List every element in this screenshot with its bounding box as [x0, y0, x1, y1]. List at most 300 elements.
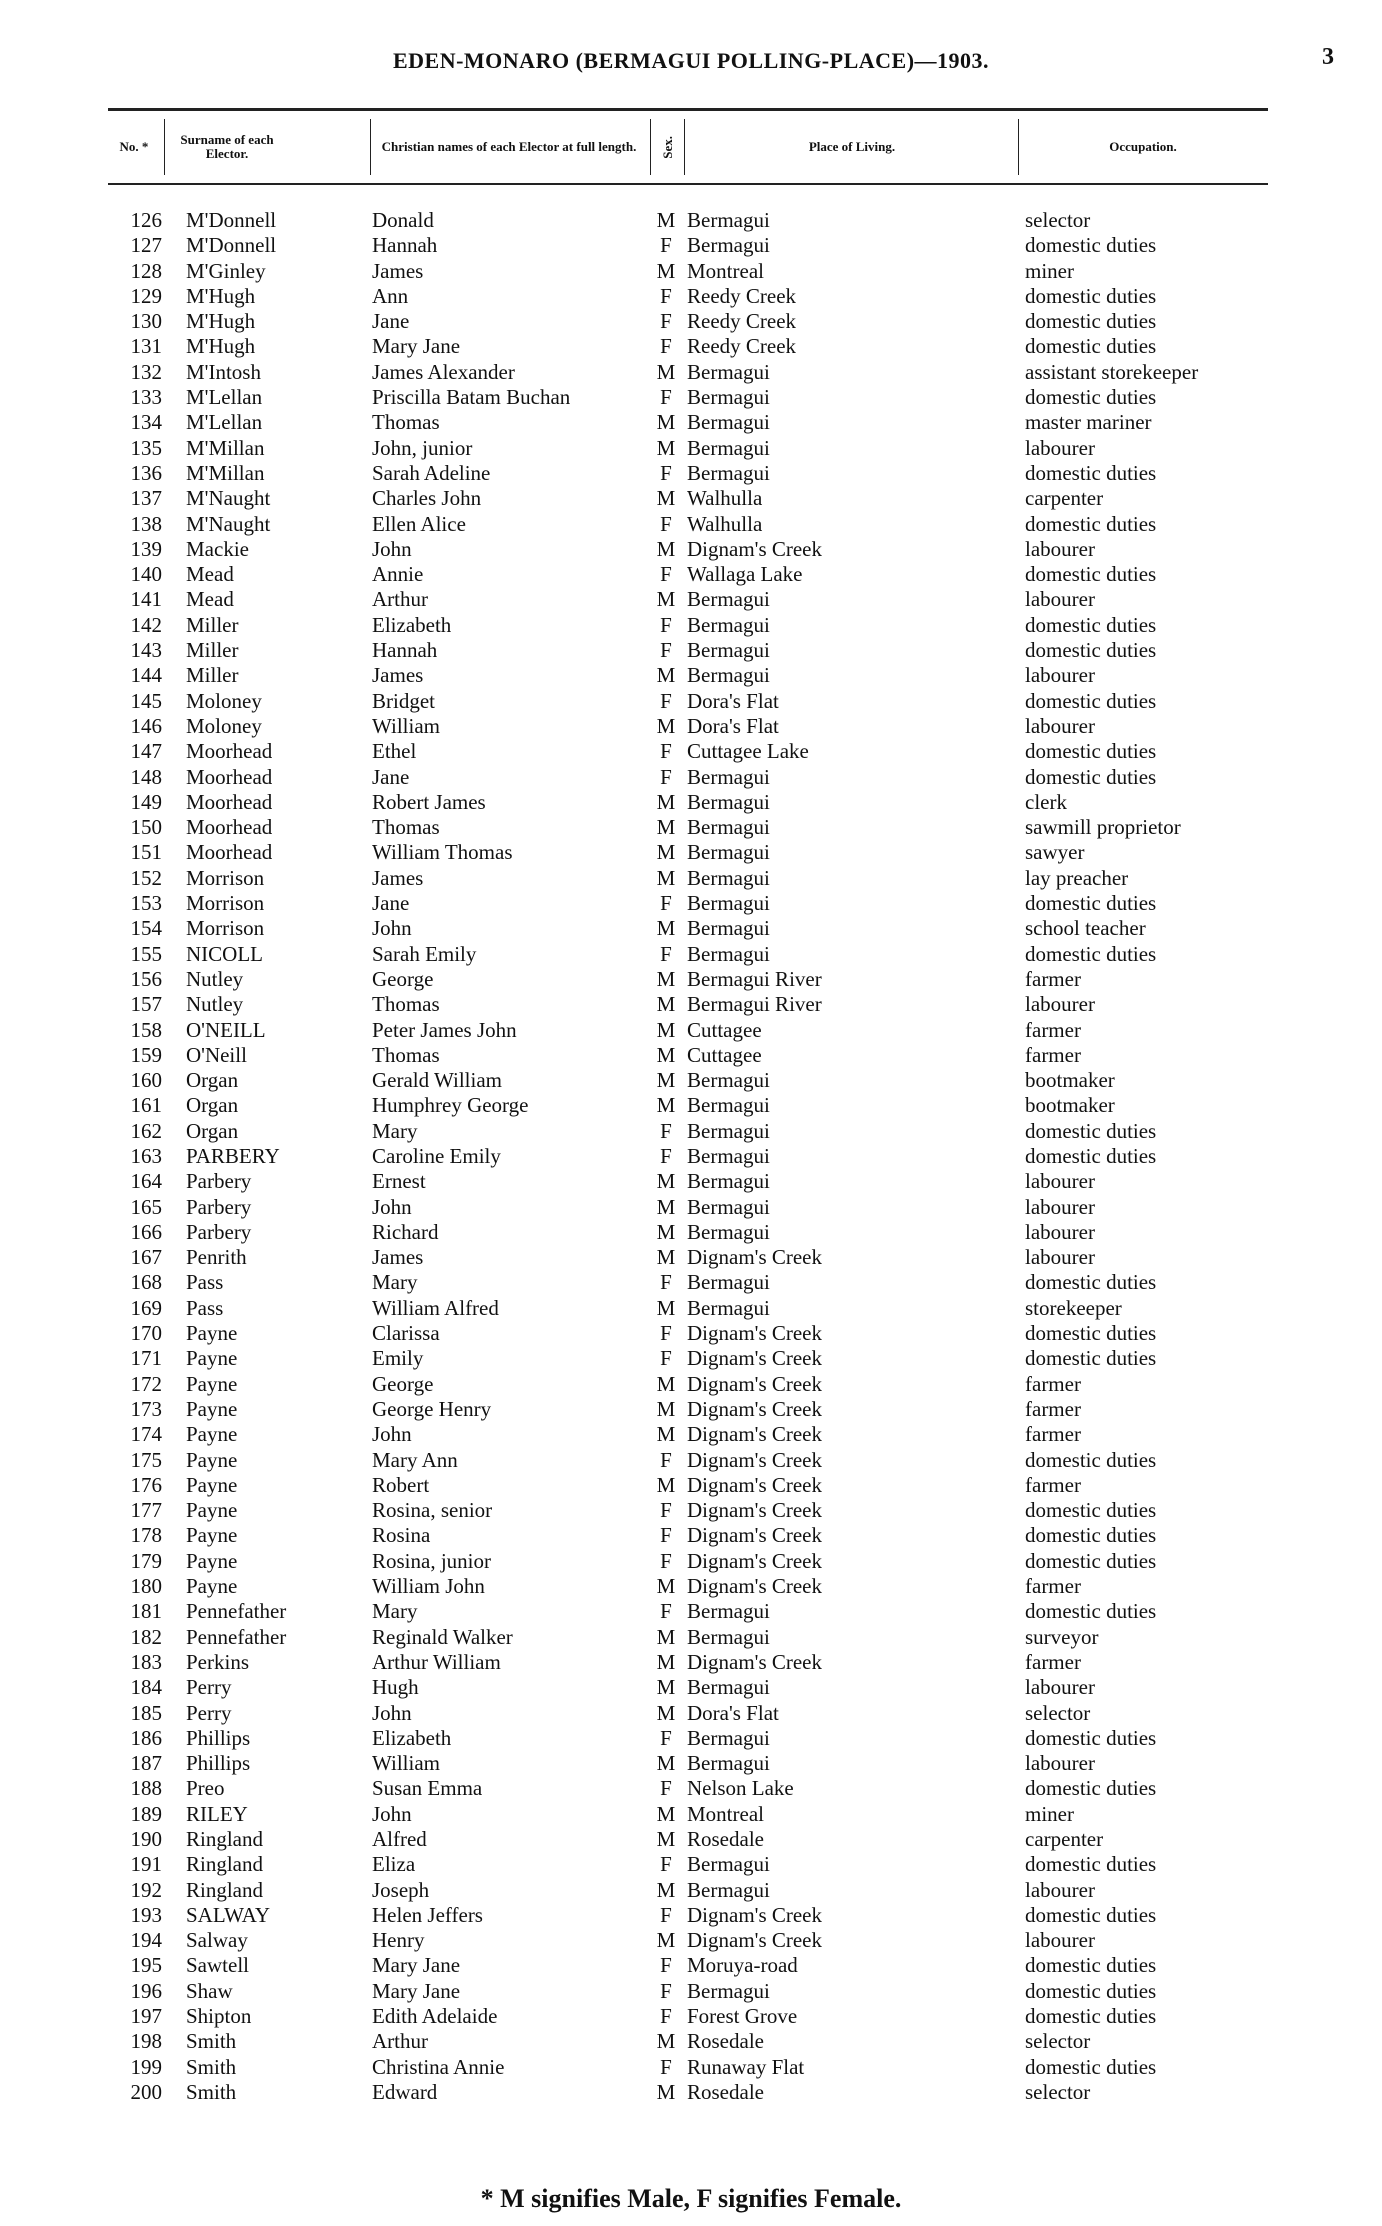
place-cell: Bermagui [687, 410, 770, 435]
occupation-cell: selector [1025, 208, 1091, 232]
place-cell: Dignam's Creek [687, 1523, 823, 1548]
occupation-cell: domestic duties [1025, 764, 1157, 789]
row-number: 153 [130, 891, 162, 916]
sex-cell: M [656, 486, 676, 511]
sex-cell: M [656, 815, 676, 840]
table-row [0, 2055, 1382, 2080]
place-cell: Reedy Creek [687, 334, 797, 359]
sex-cell: M [656, 2079, 676, 2104]
place-cell: Bermagui [687, 1118, 770, 1143]
row-number: 191 [130, 1852, 162, 1877]
table-row [0, 1903, 1382, 1928]
header-surname: Surname of each Elector. [180, 132, 274, 161]
occupation-cell: domestic duties [1025, 283, 1157, 308]
place-cell: Cuttagee [687, 1017, 762, 1042]
row-number: 144 [130, 663, 162, 688]
sex-cell: F [660, 283, 672, 308]
sex-cell: F [660, 511, 672, 536]
table-row [0, 1498, 1382, 1523]
christian-names-cell: Clarissa [372, 1321, 440, 1346]
row-number: 135 [130, 435, 162, 460]
christian-names-cell: Sarah Adeline [372, 460, 491, 485]
row-number: 137 [130, 486, 162, 511]
row-number: 169 [130, 1295, 162, 1320]
occupation-cell: domestic duties [1025, 1523, 1157, 1548]
occupation-cell: domestic duties [1025, 511, 1157, 536]
row-number: 172 [130, 1371, 162, 1396]
occupation-cell: labourer [1025, 1245, 1095, 1270]
sex-cell: M [656, 435, 676, 460]
row-number: 157 [130, 992, 162, 1017]
sex-cell: F [660, 1953, 672, 1978]
row-number: 164 [130, 1169, 162, 1194]
table-row [0, 1296, 1382, 1321]
row-number: 190 [130, 1827, 162, 1851]
christian-names-cell: Arthur [372, 587, 428, 612]
sex-cell: F [660, 739, 672, 764]
surname-cell: M'Millan [186, 435, 265, 460]
surname-cell: Moorhead [186, 739, 273, 764]
sex-cell: F [660, 1902, 672, 1927]
row-number: 162 [130, 1118, 162, 1143]
sex-cell: M [656, 1042, 676, 1067]
christian-names-cell: William [372, 1751, 440, 1776]
row-number: 129 [130, 283, 162, 308]
christian-names-cell: Mary Ann [372, 1447, 458, 1472]
row-number: 155 [130, 941, 162, 966]
occupation-cell: labourer [1025, 992, 1095, 1017]
occupation-cell: selector [1025, 2029, 1091, 2054]
occupation-cell: domestic duties [1025, 2004, 1157, 2029]
occupation-cell: domestic duties [1025, 638, 1157, 663]
christian-names-cell: Bridget [372, 688, 435, 713]
sex-cell: F [660, 1523, 672, 1548]
table-row [0, 259, 1382, 284]
surname-cell: Mead [186, 587, 234, 612]
place-cell: Bermagui [687, 941, 770, 966]
table-row [0, 1068, 1382, 1093]
row-number: 185 [130, 1700, 162, 1725]
place-cell: Bermagui [687, 1725, 770, 1750]
table-row [0, 284, 1382, 309]
surname-cell: Payne [186, 1574, 238, 1599]
place-cell: Bermagui [687, 1599, 770, 1624]
table-row [0, 436, 1382, 461]
table-row [0, 385, 1382, 410]
header-place: Place of Living. [808, 139, 896, 154]
sex-cell: M [656, 1396, 676, 1421]
table-row [0, 1397, 1382, 1422]
place-cell: Bermagui [687, 865, 770, 890]
row-number: 197 [130, 2004, 162, 2029]
table-row [0, 1195, 1382, 1220]
christian-names-cell: John [372, 1422, 412, 1447]
occupation-cell: domestic duties [1025, 1143, 1157, 1168]
row-number: 136 [130, 460, 162, 485]
place-cell: Bermagui [687, 1093, 770, 1118]
table-row [0, 1878, 1382, 1903]
row-number: 188 [130, 1776, 162, 1801]
occupation-cell: labourer [1025, 1194, 1095, 1219]
place-cell: Wallaga Lake [687, 562, 803, 587]
christian-names-cell: George Henry [372, 1396, 492, 1421]
row-number: 167 [130, 1245, 162, 1270]
row-number: 130 [130, 309, 162, 334]
table-row [0, 1675, 1382, 1700]
row-number: 150 [130, 815, 162, 840]
surname-cell: Morrison [186, 916, 265, 941]
occupation-cell: domestic duties [1025, 1447, 1157, 1472]
row-number: 177 [130, 1498, 162, 1523]
occupation-cell: labourer [1025, 713, 1095, 738]
table-row [0, 587, 1382, 612]
place-cell: Dignam's Creek [687, 1902, 823, 1927]
table-row [0, 1043, 1382, 1068]
sex-cell: M [656, 410, 676, 435]
surname-cell: Moorhead [186, 815, 273, 840]
table-row [0, 967, 1382, 992]
occupation-cell: domestic duties [1025, 1902, 1157, 1927]
place-cell: Walhulla [687, 511, 763, 536]
table-row [0, 309, 1382, 334]
christian-names-cell: Christina Annie [372, 2054, 505, 2079]
row-number: 160 [130, 1068, 162, 1093]
place-cell: Dignam's Creek [687, 1928, 823, 1953]
occupation-cell: domestic duties [1025, 562, 1157, 587]
place-cell: Dignam's Creek [687, 1346, 823, 1371]
christian-names-cell: Mary [372, 1118, 418, 1143]
table-row [0, 1448, 1382, 1473]
christian-names-cell: John [372, 536, 412, 561]
sex-cell: F [660, 1447, 672, 1472]
row-number: 196 [130, 1978, 162, 2003]
sex-cell: F [660, 1118, 672, 1143]
place-cell: Reedy Creek [687, 283, 797, 308]
page-number: 3 [1322, 44, 1334, 70]
sex-cell: F [660, 334, 672, 359]
sex-cell: F [660, 941, 672, 966]
occupation-cell: farmer [1025, 1017, 1081, 1042]
occupation-cell: labourer [1025, 1219, 1095, 1244]
table-row [0, 790, 1382, 815]
occupation-cell: miner [1025, 258, 1074, 283]
surname-cell: Morrison [186, 891, 265, 916]
place-cell: Bermagui [687, 233, 770, 258]
place-cell: Dignam's Creek [687, 1245, 823, 1270]
place-cell: Bermagui [687, 638, 770, 663]
occupation-cell: domestic duties [1025, 334, 1157, 359]
christian-names-cell: Peter James John [372, 1017, 517, 1042]
header-no: No. * [119, 139, 149, 154]
surname-cell: O'Neill [186, 1042, 247, 1067]
row-number: 161 [130, 1093, 162, 1118]
place-cell: Dignam's Creek [687, 1498, 823, 1523]
place-cell: Bermagui [687, 359, 770, 384]
surname-cell: Morrison [186, 865, 265, 890]
row-number: 174 [130, 1422, 162, 1447]
table-row [0, 1599, 1382, 1624]
christian-names-cell: Jane [372, 309, 410, 334]
occupation-cell: lay preacher [1025, 865, 1129, 890]
place-cell: Dignam's Creek [687, 1422, 823, 1447]
surname-cell: Payne [186, 1472, 238, 1497]
place-cell: Bermagui River [687, 966, 822, 991]
table-row [0, 613, 1382, 638]
table-row [0, 461, 1382, 486]
row-number: 131 [130, 334, 162, 359]
table-row [0, 916, 1382, 941]
occupation-cell: domestic duties [1025, 1321, 1157, 1346]
table-row [0, 1802, 1382, 1827]
surname-cell: PARBERY [186, 1143, 280, 1168]
christian-names-cell: John, junior [372, 435, 473, 460]
row-number: 127 [130, 233, 162, 258]
christian-names-cell: Ernest [372, 1169, 426, 1194]
place-cell: Nelson Lake [687, 1776, 794, 1801]
surname-cell: M'Naught [186, 486, 271, 511]
surname-cell: Sawtell [186, 1953, 249, 1978]
place-cell: Dignam's Creek [687, 1574, 823, 1599]
sex-cell: F [660, 1346, 672, 1371]
table-row [0, 410, 1382, 435]
christian-names-cell: Robert [372, 1472, 430, 1497]
christian-names-cell: John [372, 1801, 412, 1826]
occupation-cell: domestic duties [1025, 233, 1157, 258]
christian-names-cell: Mary [372, 1270, 418, 1295]
row-number: 182 [130, 1624, 162, 1649]
row-number: 134 [130, 410, 162, 435]
sex-cell: F [660, 1321, 672, 1346]
sex-cell: M [656, 1245, 676, 1270]
surname-cell: M'Donnell [186, 233, 277, 258]
row-number: 166 [130, 1219, 162, 1244]
surname-cell: Phillips [186, 1725, 251, 1750]
row-number: 146 [130, 713, 162, 738]
header-sex-wrap [654, 111, 682, 183]
place-cell: Dignam's Creek [687, 536, 823, 561]
table-row [0, 942, 1382, 967]
place-cell: Bermagui [687, 1295, 770, 1320]
sex-cell: M [656, 2029, 676, 2054]
surname-cell: M'Lellan [186, 385, 263, 410]
place-cell: Cuttagee [687, 1042, 762, 1067]
sex-cell: M [656, 992, 676, 1017]
place-cell: Dora's Flat [687, 688, 779, 713]
surname-cell: Payne [186, 1447, 238, 1472]
row-number: 171 [130, 1346, 162, 1371]
occupation-cell: domestic duties [1025, 1725, 1157, 1750]
row-number: 179 [130, 1548, 162, 1573]
table-row [0, 1650, 1382, 1675]
row-number: 143 [130, 638, 162, 663]
surname-cell: Moorhead [186, 840, 273, 865]
christian-names-cell: John [372, 916, 412, 941]
christian-names-cell: Thomas [372, 992, 440, 1017]
christian-names-cell: Humphrey George [372, 1093, 529, 1118]
table-row [0, 1776, 1382, 1801]
place-cell: Runaway Flat [687, 2054, 805, 2079]
occupation-cell: domestic duties [1025, 2054, 1157, 2079]
sex-cell: F [660, 688, 672, 713]
occupation-cell: carpenter [1025, 1827, 1104, 1851]
place-cell: Dignam's Creek [687, 1649, 823, 1674]
surname-cell: Ringland [186, 1852, 263, 1877]
christian-names-cell: John [372, 1700, 412, 1725]
table-row [0, 1018, 1382, 1043]
christian-names-cell: James [372, 663, 424, 688]
row-number: 198 [130, 2029, 162, 2054]
occupation-cell: sawmill proprietor [1025, 815, 1181, 840]
christian-names-cell: James [372, 865, 424, 890]
occupation-cell: bootmaker [1025, 1068, 1115, 1093]
place-cell: Dora's Flat [687, 713, 779, 738]
occupation-cell: domestic duties [1025, 309, 1157, 334]
occupation-cell: domestic duties [1025, 1498, 1157, 1523]
surname-cell: Pass [186, 1270, 224, 1295]
surname-cell: Organ [186, 1093, 239, 1118]
christian-names-cell: Joseph [372, 1877, 430, 1902]
place-cell: Montreal [687, 1801, 764, 1826]
occupation-cell: carpenter [1025, 486, 1104, 511]
place-cell: Bermagui [687, 460, 770, 485]
sex-cell: F [660, 1270, 672, 1295]
christian-names-cell: Robert James [372, 789, 486, 814]
christian-names-cell: Caroline Emily [372, 1143, 501, 1168]
christian-names-cell: Ann [372, 283, 409, 308]
place-cell: Rosedale [687, 2029, 764, 2054]
place-cell: Reedy Creek [687, 309, 797, 334]
surname-cell: Payne [186, 1498, 238, 1523]
christian-names-cell: Edward [372, 2079, 438, 2104]
row-number: 128 [130, 258, 162, 283]
sex-cell: M [656, 1700, 676, 1725]
surname-cell: Smith [186, 2029, 237, 2054]
sex-cell: M [656, 1877, 676, 1902]
row-number: 186 [130, 1725, 162, 1750]
sex-cell: M [656, 359, 676, 384]
sex-cell: M [656, 536, 676, 561]
table-row [0, 2080, 1382, 2105]
sex-cell: M [656, 1801, 676, 1826]
sex-cell: M [656, 865, 676, 890]
occupation-cell: master mariner [1025, 410, 1152, 435]
table-row [0, 2029, 1382, 2054]
sex-cell: F [660, 612, 672, 637]
place-cell: Bermagui [687, 385, 770, 410]
row-number: 180 [130, 1574, 162, 1599]
surname-cell: Payne [186, 1371, 238, 1396]
place-cell: Forest Grove [687, 2004, 798, 2029]
occupation-cell: labourer [1025, 1877, 1095, 1902]
occupation-cell: farmer [1025, 1042, 1081, 1067]
occupation-cell: labourer [1025, 1751, 1095, 1776]
row-number: 158 [130, 1017, 162, 1042]
table-row [0, 663, 1382, 688]
christian-names-cell: Annie [372, 562, 424, 587]
christian-names-cell: Thomas [372, 410, 440, 435]
sex-cell: F [660, 1599, 672, 1624]
table-row [0, 739, 1382, 764]
place-cell: Bermagui [687, 1751, 770, 1776]
place-cell: Bermagui [687, 891, 770, 916]
occupation-cell: sawyer [1025, 840, 1085, 865]
occupation-cell: domestic duties [1025, 1270, 1157, 1295]
surname-cell: Miller [186, 612, 239, 637]
surname-cell: Organ [186, 1118, 239, 1143]
row-number: 140 [130, 562, 162, 587]
table-row [0, 815, 1382, 840]
surname-cell: Smith [186, 2079, 237, 2104]
footnote: * M signifies Male, F signifies Female. [480, 2184, 902, 2213]
electoral-roll-table [0, 208, 1382, 2105]
place-cell: Bermagui [687, 435, 770, 460]
row-number: 184 [130, 1675, 162, 1700]
table-row [0, 638, 1382, 663]
table-row [0, 1726, 1382, 1751]
occupation-cell: domestic duties [1025, 1346, 1157, 1371]
table-row [0, 1549, 1382, 1574]
occupation-cell: surveyor [1025, 1624, 1099, 1649]
row-number: 126 [130, 208, 162, 232]
sex-cell: M [656, 966, 676, 991]
page-title: EDEN-MONARO (BERMAGUI POLLING-PLACE)—1903. [392, 48, 990, 73]
sex-cell: M [656, 1194, 676, 1219]
surname-cell: Payne [186, 1346, 238, 1371]
occupation-cell: domestic duties [1025, 460, 1157, 485]
place-cell: Montreal [687, 258, 764, 283]
table-row [0, 840, 1382, 865]
row-number: 139 [130, 536, 162, 561]
table-row [0, 512, 1382, 537]
place-cell: Bermagui [687, 840, 770, 865]
surname-cell: RILEY [186, 1801, 248, 1826]
christian-names-cell: Thomas [372, 1042, 440, 1067]
sex-cell: F [660, 562, 672, 587]
surname-cell: Payne [186, 1548, 238, 1573]
surname-cell: Miller [186, 638, 239, 663]
surname-cell: Moorhead [186, 789, 273, 814]
sex-cell: F [660, 638, 672, 663]
table-row [0, 1574, 1382, 1599]
sex-cell: F [660, 1548, 672, 1573]
occupation-cell: farmer [1025, 966, 1081, 991]
row-number: 195 [130, 1953, 162, 1978]
header-divider [1018, 119, 1019, 175]
sex-cell: M [656, 1093, 676, 1118]
place-cell: Bermagui [687, 1219, 770, 1244]
christian-names-cell: Mary Jane [372, 1953, 461, 1978]
occupation-cell: clerk [1025, 789, 1067, 814]
occupation-cell: domestic duties [1025, 891, 1157, 916]
surname-cell: Payne [186, 1396, 238, 1421]
table-row [0, 1701, 1382, 1726]
surname-cell: Miller [186, 663, 239, 688]
christian-names-cell: Ellen Alice [372, 511, 466, 536]
row-number: 145 [130, 688, 162, 713]
christian-names-cell: Reginald Walker [372, 1624, 513, 1649]
table-row [0, 1245, 1382, 1270]
christian-names-cell: George [372, 966, 434, 991]
place-cell: Bermagui [687, 208, 770, 232]
christian-names-cell: Elizabeth [372, 1725, 452, 1750]
table-row [0, 1220, 1382, 1245]
table-row [0, 1979, 1382, 2004]
sex-cell: M [656, 1295, 676, 1320]
sex-cell: M [656, 663, 676, 688]
sex-cell: M [656, 1574, 676, 1599]
table-row [0, 1422, 1382, 1447]
occupation-cell: labourer [1025, 1928, 1095, 1953]
